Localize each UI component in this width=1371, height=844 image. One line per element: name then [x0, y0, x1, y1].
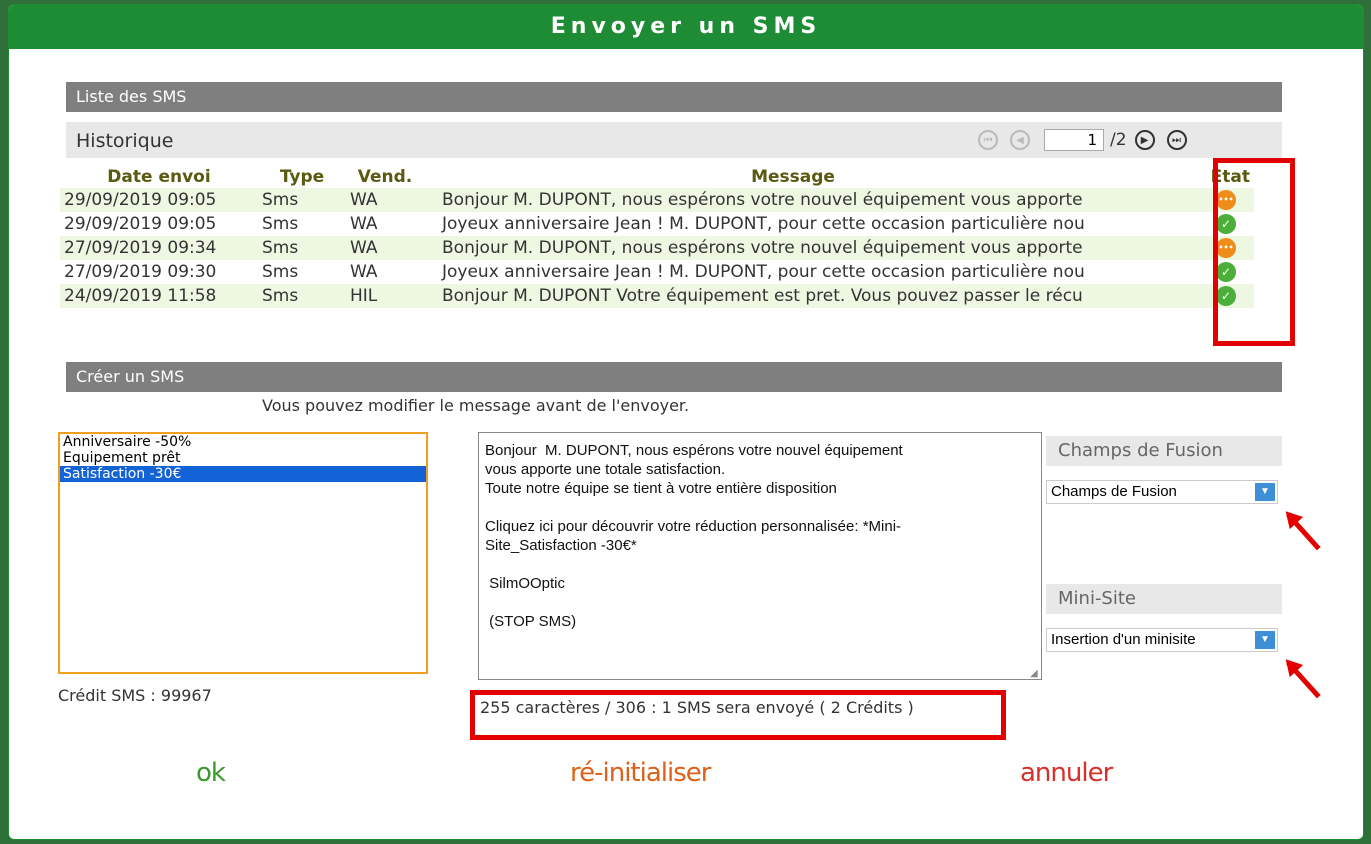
pending-icon: ••• — [1216, 190, 1236, 210]
first-page-icon[interactable]: ⏮ — [978, 130, 998, 150]
cell-date: 27/09/2019 09:34 — [60, 236, 258, 260]
sms-credit: Crédit SMS : 99967 — [58, 686, 212, 705]
merge-fields-value: Champs de Fusion — [1051, 483, 1177, 500]
table-row[interactable] — [60, 284, 1254, 308]
counter-annotation-box — [470, 690, 1006, 740]
prev-page-icon[interactable]: ◀ — [1010, 130, 1030, 150]
cell-type: Sms — [258, 236, 346, 260]
ok-button[interactable]: ok — [196, 758, 225, 788]
cell-message: Bonjour M. DUPONT, nous espérons votre nouvel équipement vous apporte — [424, 188, 1162, 212]
pending-icon: ••• — [1216, 238, 1236, 258]
chevron-down-icon: ▼ — [1255, 631, 1275, 649]
col-state: Etat — [1210, 167, 1250, 187]
sms-list-header: Liste des SMS — [66, 82, 1282, 112]
cell-type: Sms — [262, 262, 299, 282]
next-page-icon[interactable]: ▶ — [1135, 130, 1155, 150]
template-option[interactable]: Satisfaction -30€ — [60, 466, 426, 482]
cell-vend: HIL — [346, 284, 424, 308]
merge-fields-select[interactable] — [1046, 480, 1278, 504]
cell-vend: WA — [346, 236, 424, 260]
create-sms-header: Créer un SMS — [66, 362, 1282, 392]
check-icon: ✓ — [1216, 214, 1236, 234]
template-list[interactable] — [58, 432, 428, 674]
mini-site-value: Insertion d'un minisite — [1051, 631, 1196, 648]
pager — [978, 126, 1187, 154]
mini-site-select[interactable] — [1046, 628, 1278, 652]
template-option[interactable]: Equipement prêt — [63, 450, 181, 466]
resize-handle-icon[interactable]: ◢ — [1030, 668, 1038, 679]
page-total: /2 — [1110, 130, 1127, 150]
col-message: Message — [751, 167, 835, 187]
cell-date: 29/09/2019 09:05 — [64, 214, 217, 234]
cell-date: 24/09/2019 11:58 — [60, 284, 258, 308]
cell-vend: WA — [350, 214, 378, 234]
cell-message: Bonjour M. DUPONT Votre équipement est pret. Vous pouvez passer le récu — [424, 284, 1162, 308]
check-icon: ✓ — [1216, 262, 1236, 282]
check-icon: ✓ — [1216, 286, 1236, 306]
state-annotation-box — [1213, 158, 1295, 346]
cell-message: Bonjour M. DUPONT, nous espérons votre nouvel équipement vous apporte — [424, 236, 1162, 260]
merge-fields-title: Champs de Fusion — [1046, 436, 1282, 466]
col-type: Type — [279, 167, 325, 187]
cell-date: 29/09/2019 09:05 — [60, 188, 258, 212]
cell-message: Joyeux anniversaire Jean ! M. DUPONT, pour cette occasion particulière nou — [442, 214, 1085, 234]
page-input[interactable]: 1 — [1044, 129, 1104, 151]
cell-type: Sms — [262, 214, 299, 234]
table-row[interactable] — [60, 188, 1254, 212]
cell-type: Sms — [258, 284, 346, 308]
col-vend: Vend. — [357, 167, 413, 187]
mini-site-title: Mini-Site — [1046, 584, 1282, 614]
cell-vend: WA — [346, 188, 424, 212]
history-title: Historique — [76, 130, 174, 152]
cell-type: Sms — [258, 188, 346, 212]
cell-date: 27/09/2019 09:30 — [64, 262, 217, 282]
chevron-down-icon: ▼ — [1255, 483, 1275, 501]
table-row[interactable] — [60, 212, 1254, 236]
message-textarea[interactable]: Bonjour M. DUPONT, nous espérons votre nouvel équipement vous apporte une totale satisfaction. Toute notre équipe se tient à votre entière disposition Cliquez ici pour découvrir votre réduction personnalisée: *Mini- Site_Satisfaction -30€* SilmOOptic (STOP SMS) — [478, 432, 1042, 680]
col-date: Date envoi — [107, 167, 211, 187]
table-row[interactable] — [60, 260, 1254, 284]
dialog-title: Envoyer un SMS — [9, 5, 1363, 49]
cell-message: Joyeux anniversaire Jean ! M. DUPONT, pour cette occasion particulière nou — [442, 262, 1085, 282]
cell-vend: WA — [350, 262, 378, 282]
template-option[interactable]: Anniversaire -50% — [63, 434, 192, 450]
cancel-button[interactable]: annuler — [1020, 758, 1113, 788]
table-row[interactable] — [60, 236, 1254, 260]
last-page-icon[interactable]: ⏭ — [1167, 130, 1187, 150]
reset-button[interactable]: ré-initialiser — [570, 758, 711, 788]
edit-hint: Vous pouvez modifier le message avant de l'envoyer. — [262, 396, 690, 415]
character-counter: 255 caractères / 306 : 1 SMS sera envoyé ( 2 Crédits ) — [480, 698, 914, 717]
sms-history-table — [60, 166, 1254, 308]
